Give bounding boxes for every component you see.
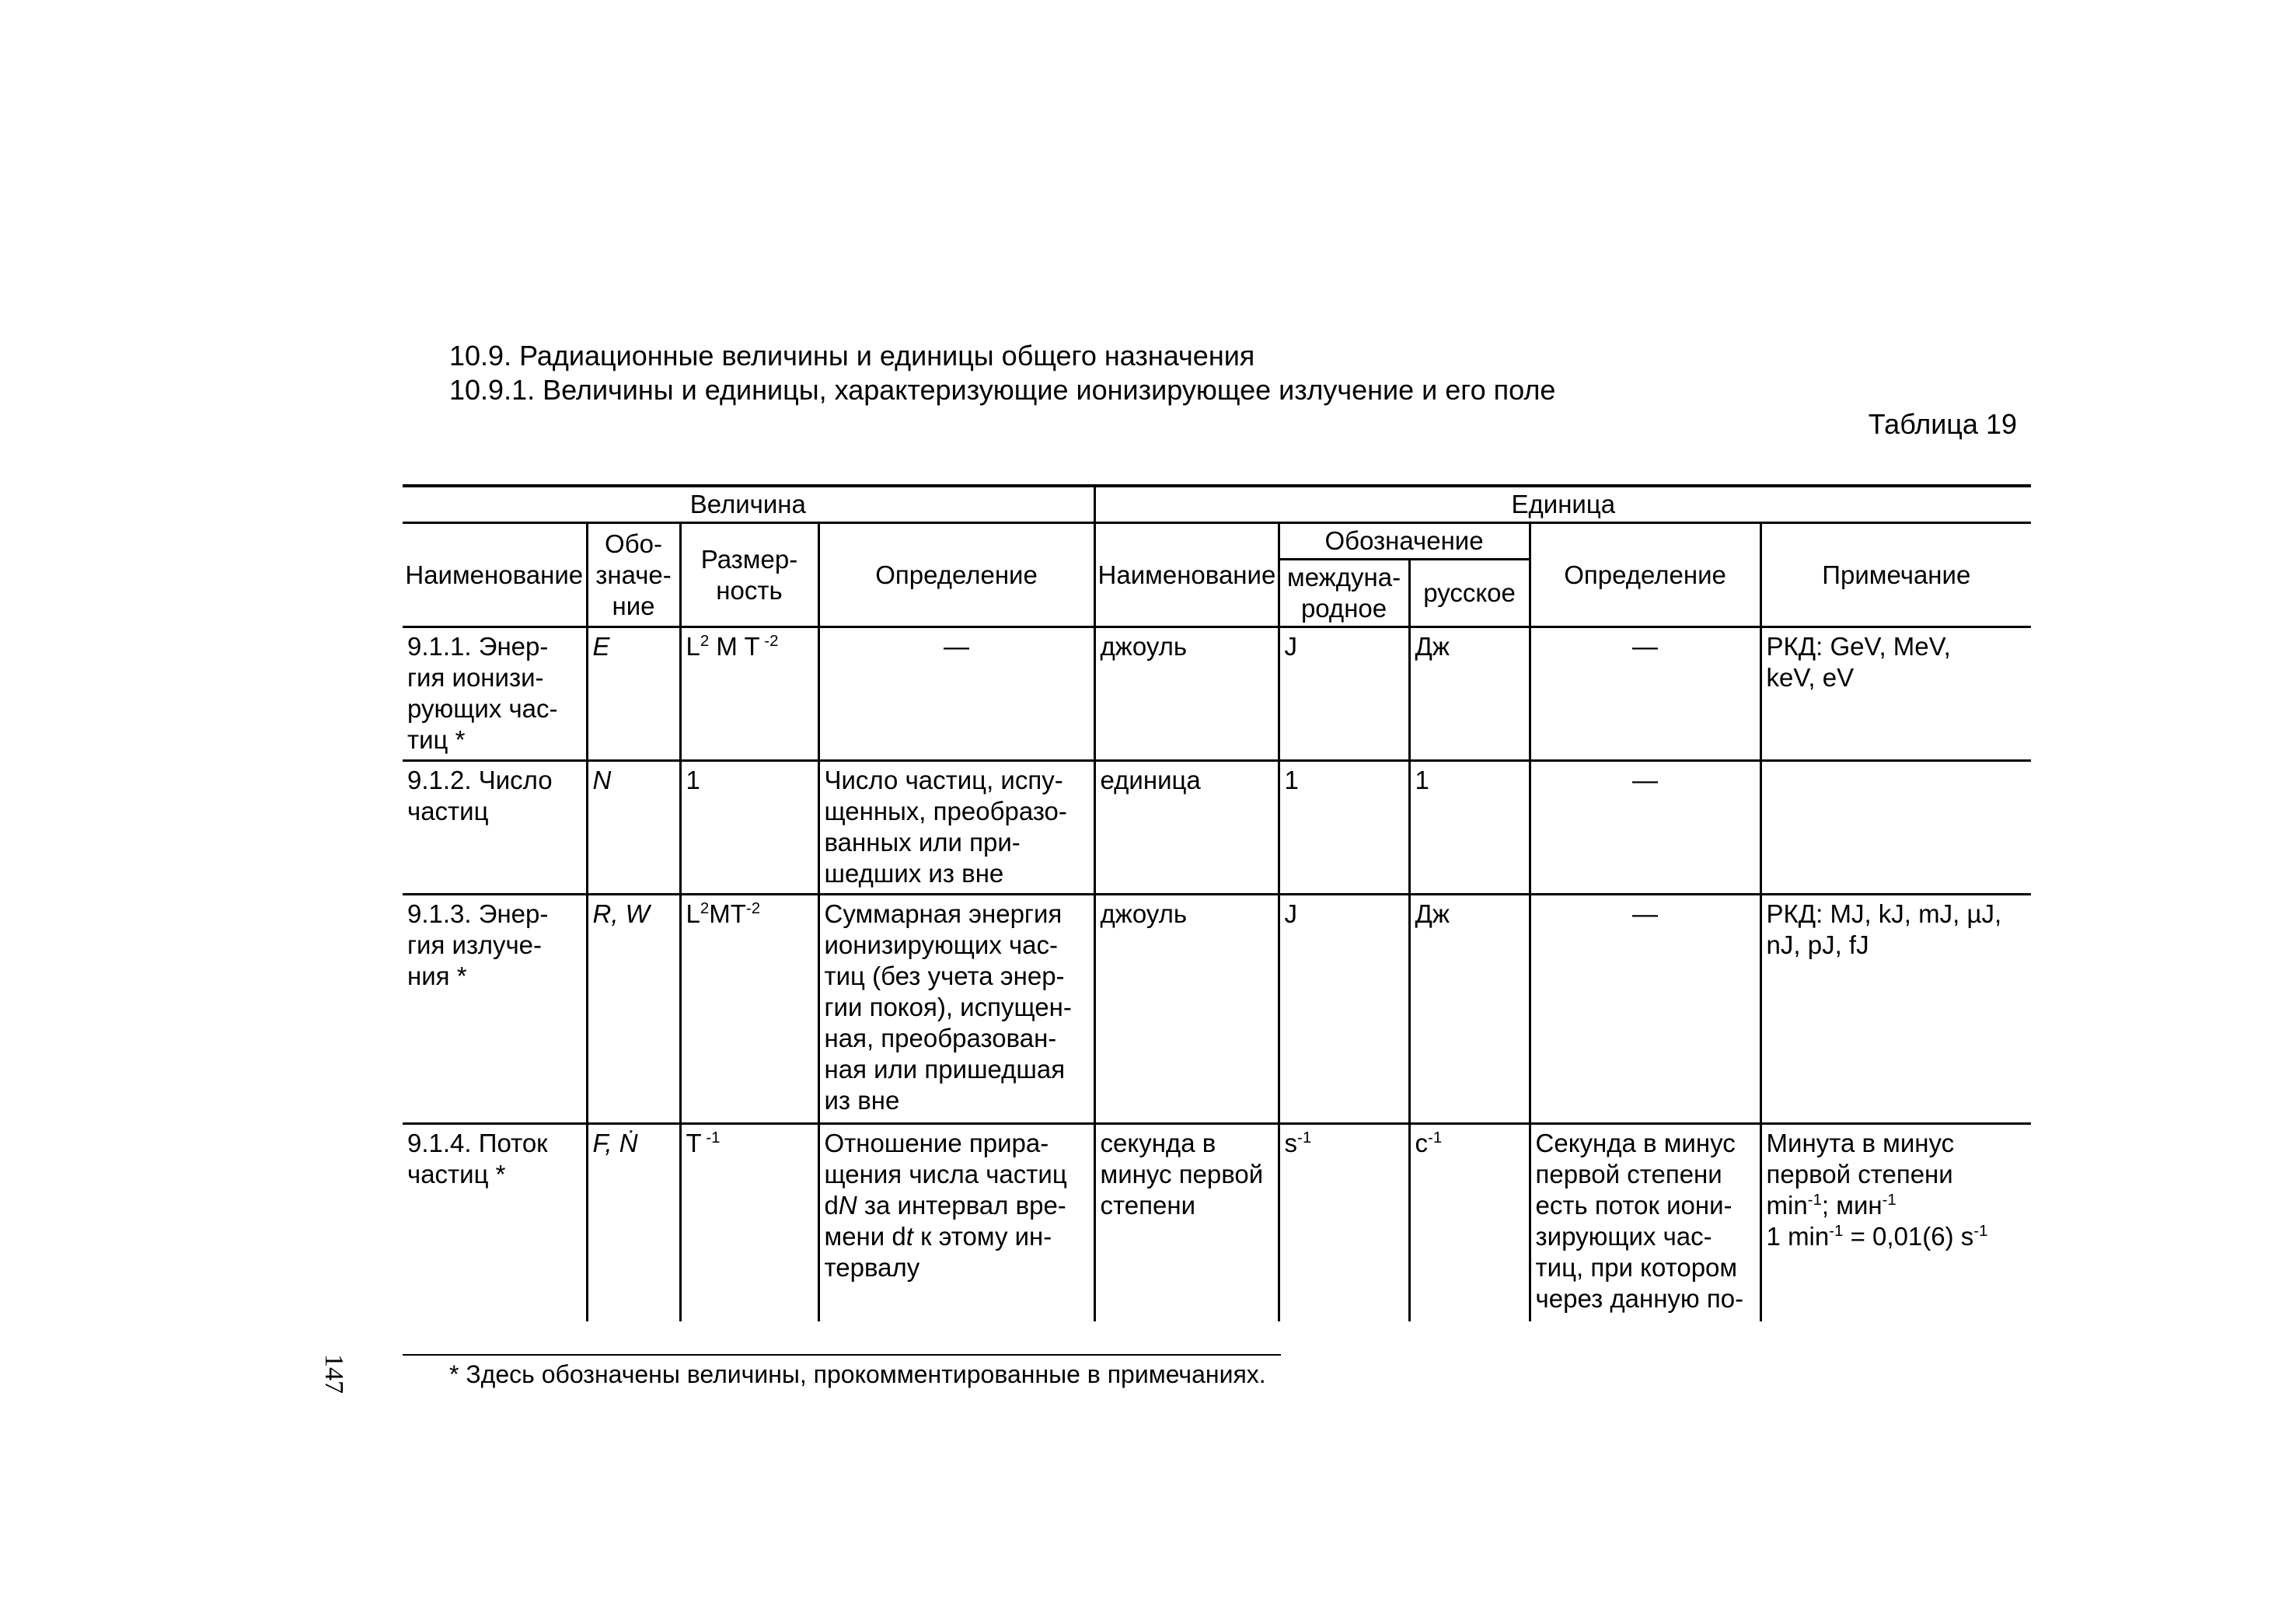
subsection-heading: 10.9.1. Величины и единицы, характеризующие ионизирующее излучение и его поле bbox=[449, 374, 1556, 406]
quantity-name: 9.1.2. Число частиц bbox=[403, 761, 587, 895]
unit-note: РКД: GeV, MeV, keV, eV bbox=[1760, 627, 2031, 761]
header-unit-international: междуна- родное bbox=[1279, 560, 1409, 627]
quantity-name: 9.1.3. Энер- гия излуче- ния * bbox=[403, 895, 587, 1124]
unit-russian: $с^{-1}$ bbox=[1409, 1124, 1530, 1321]
header-quantity: Величина bbox=[403, 486, 1094, 523]
header-quantity-symbol: Обо- значе- ние bbox=[587, 523, 680, 627]
unit-definition: — bbox=[1530, 627, 1760, 761]
unit-international: J bbox=[1279, 627, 1409, 761]
quantity-definition: — bbox=[818, 627, 1094, 761]
header-unit-designation: Обозначение bbox=[1279, 523, 1530, 560]
quantity-symbol: N bbox=[587, 761, 680, 895]
header-unit-name: Наименование bbox=[1094, 523, 1279, 627]
table-row bbox=[403, 895, 2031, 1124]
unit-russian: 1 bbox=[1409, 761, 1530, 895]
unit-russian: Дж bbox=[1409, 895, 1530, 1124]
quantity-name: 9.1.4. Поток частиц * bbox=[403, 1124, 587, 1321]
header-unit-russian: русское bbox=[1409, 560, 1530, 627]
quantity-definition: Число частиц, испу- щенных, преобразо- ванных или при- шедших из вне bbox=[818, 761, 1094, 895]
quantity-name: 9.1.1. Энер- гия ионизи- рующих час- тиц * bbox=[403, 627, 587, 761]
header-unit-definition: Определение bbox=[1530, 523, 1760, 627]
quantity-symbol: R, W bbox=[587, 895, 680, 1124]
unit-name: секунда в минус первой степени bbox=[1094, 1124, 1279, 1321]
unit-definition: — bbox=[1530, 761, 1760, 895]
unit-international: J bbox=[1279, 895, 1409, 1124]
quantity-symbol: E bbox=[587, 627, 680, 761]
unit-russian: Дж bbox=[1409, 627, 1530, 761]
unit-note: РКД: MJ, kJ, mJ, µJ, nJ, pJ, fJ bbox=[1760, 895, 2031, 1124]
table-caption: Таблица 19 bbox=[1868, 408, 2017, 440]
page-number: 147 bbox=[319, 1354, 348, 1394]
unit-name: джоуль bbox=[1094, 627, 1279, 761]
table-row bbox=[403, 627, 2031, 761]
quantity-dimension: 1 bbox=[680, 761, 818, 895]
unit-international: 1 bbox=[1279, 761, 1409, 895]
header-quantity-name: Наименование bbox=[403, 523, 587, 627]
quantity-definition: Суммарная энергия ионизирующих час- тиц (без учета энер- гии покоя), испущен- ная, преобразован- ная или пришедшая из вне bbox=[818, 895, 1094, 1124]
unit-name: джоуль bbox=[1094, 895, 1279, 1124]
unit-note: Минута в минус первой степени $\min^{-1}$; мин$^{-1}$ 1 $\min^{-1} = 0,01(6)$ $s^{-1}$ bbox=[1760, 1124, 2031, 1321]
unit-definition: — bbox=[1530, 895, 1760, 1124]
header-unit: Единица bbox=[1094, 486, 2031, 523]
footnote-divider bbox=[403, 1354, 1281, 1356]
unit-definition: Секунда в минус первой степени есть поток иони- зирующих час- тиц, при котором через данную по- bbox=[1530, 1124, 1760, 1321]
unit-international: $s^{-1}$ bbox=[1279, 1124, 1409, 1321]
header-quantity-definition: Определение bbox=[818, 523, 1094, 627]
quantities-units-table bbox=[403, 484, 2031, 1321]
table-row bbox=[403, 761, 2031, 895]
quantity-dimension: $L^2MT^{-2}$ bbox=[680, 895, 818, 1124]
footnote: * Здесь обозначены величины, прокомментированные в примечаниях. bbox=[449, 1360, 1266, 1388]
unit-note bbox=[1760, 761, 2031, 895]
section-heading: 10.9. Радиационные величины и единицы общего назначения bbox=[449, 340, 1255, 372]
quantity-symbol: F, Ṅ bbox=[587, 1124, 680, 1321]
quantity-dimension: $L^2$ M T $^{-2}$ bbox=[680, 627, 818, 761]
unit-name: единица bbox=[1094, 761, 1279, 895]
quantity-dimension: T $^{-1}$ bbox=[680, 1124, 818, 1321]
table-row bbox=[403, 1124, 2031, 1321]
quantity-definition: Отношение прира- щения числа частиц dN за интервал вре- мени dt к этому ин- тервалу bbox=[818, 1124, 1094, 1321]
header-unit-note: Примечание bbox=[1760, 523, 2031, 627]
header-quantity-dimension: Размер- ность bbox=[680, 523, 818, 627]
